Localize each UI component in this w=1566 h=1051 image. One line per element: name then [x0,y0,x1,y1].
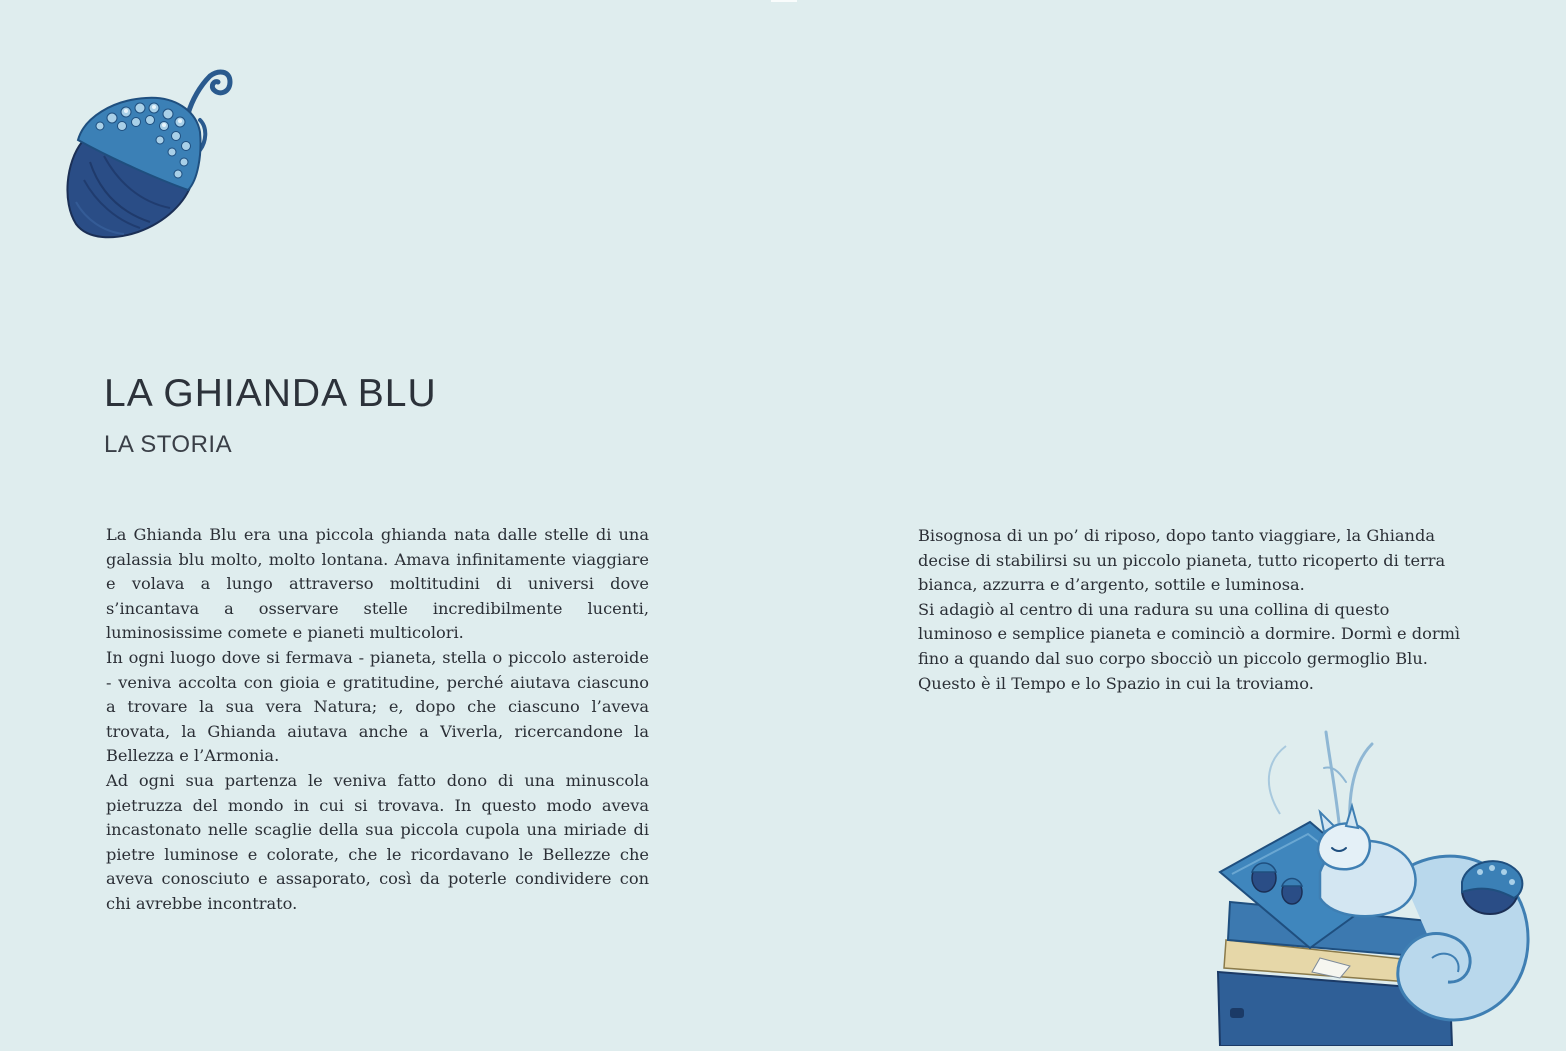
story-paragraph: Ad ogni sua partenza le veniva fatto dono di una minuscola pietruzza del mondo in cui si trovava. In questo modo aveva incastonato nelle scaglie della sua piccola cupola una miriade di pietre luminose e colorate, che le ricordavano le Bellezze che aveva conosciuto e assaporato, così da poterle condividere con chi avrebbe incontrato. [106,770,649,913]
story-paragraph: In ogni luogo dove si fermava - pianeta, stella o piccolo asteroide - veniva accolta con gioia e gratitudine, perché aiutava ciascuno a trovare la sua vera Natura; e, dopo che ciascuno l’aveva trovata, la Ghianda aiutava anche a Viverla, ricercandone la Bellezza e l’Armonia. [106,647,649,766]
page-subtitle: LA STORIA [104,431,233,458]
page-fold-mark [771,0,797,2]
story-paragraph: Si adagiò al centro di una radura su una collina di questo luminoso e semplice pianeta e cominciò a dormire. Dormì e dormì fino a quando dal suo corpo sbocciò un piccolo germoglio Blu. Questo è il Tempo e lo Spazio in cui la troviamo. [918,599,1461,693]
page-title: LA GHIANDA BLU [104,372,437,415]
story-paragraph: La Ghianda Blu era una piccola ghianda nata dalle stelle di una galassia blu molto, molto lontana. Amava infinitamente viaggiare e volava a lungo attraverso moltitudini di universi dove s’incantava a osservare stelle incredibilmente lucenti, luminosissime comete e pianeti multicolori. [106,525,649,643]
story-column-left [106,523,649,917]
sleeping-squirrel-on-books-icon [1200,722,1540,1046]
blue-acorn-icon [60,62,245,247]
story-column-right [918,524,1468,696]
story-paragraph: Bisognosa di un po’ di riposo, dopo tanto viaggiare, la Ghianda decise di stabilirsi su un piccolo pianeta, tutto ricoperto di terra bianca, azzurra e d’argento, sottile e luminosa. [918,526,1446,595]
